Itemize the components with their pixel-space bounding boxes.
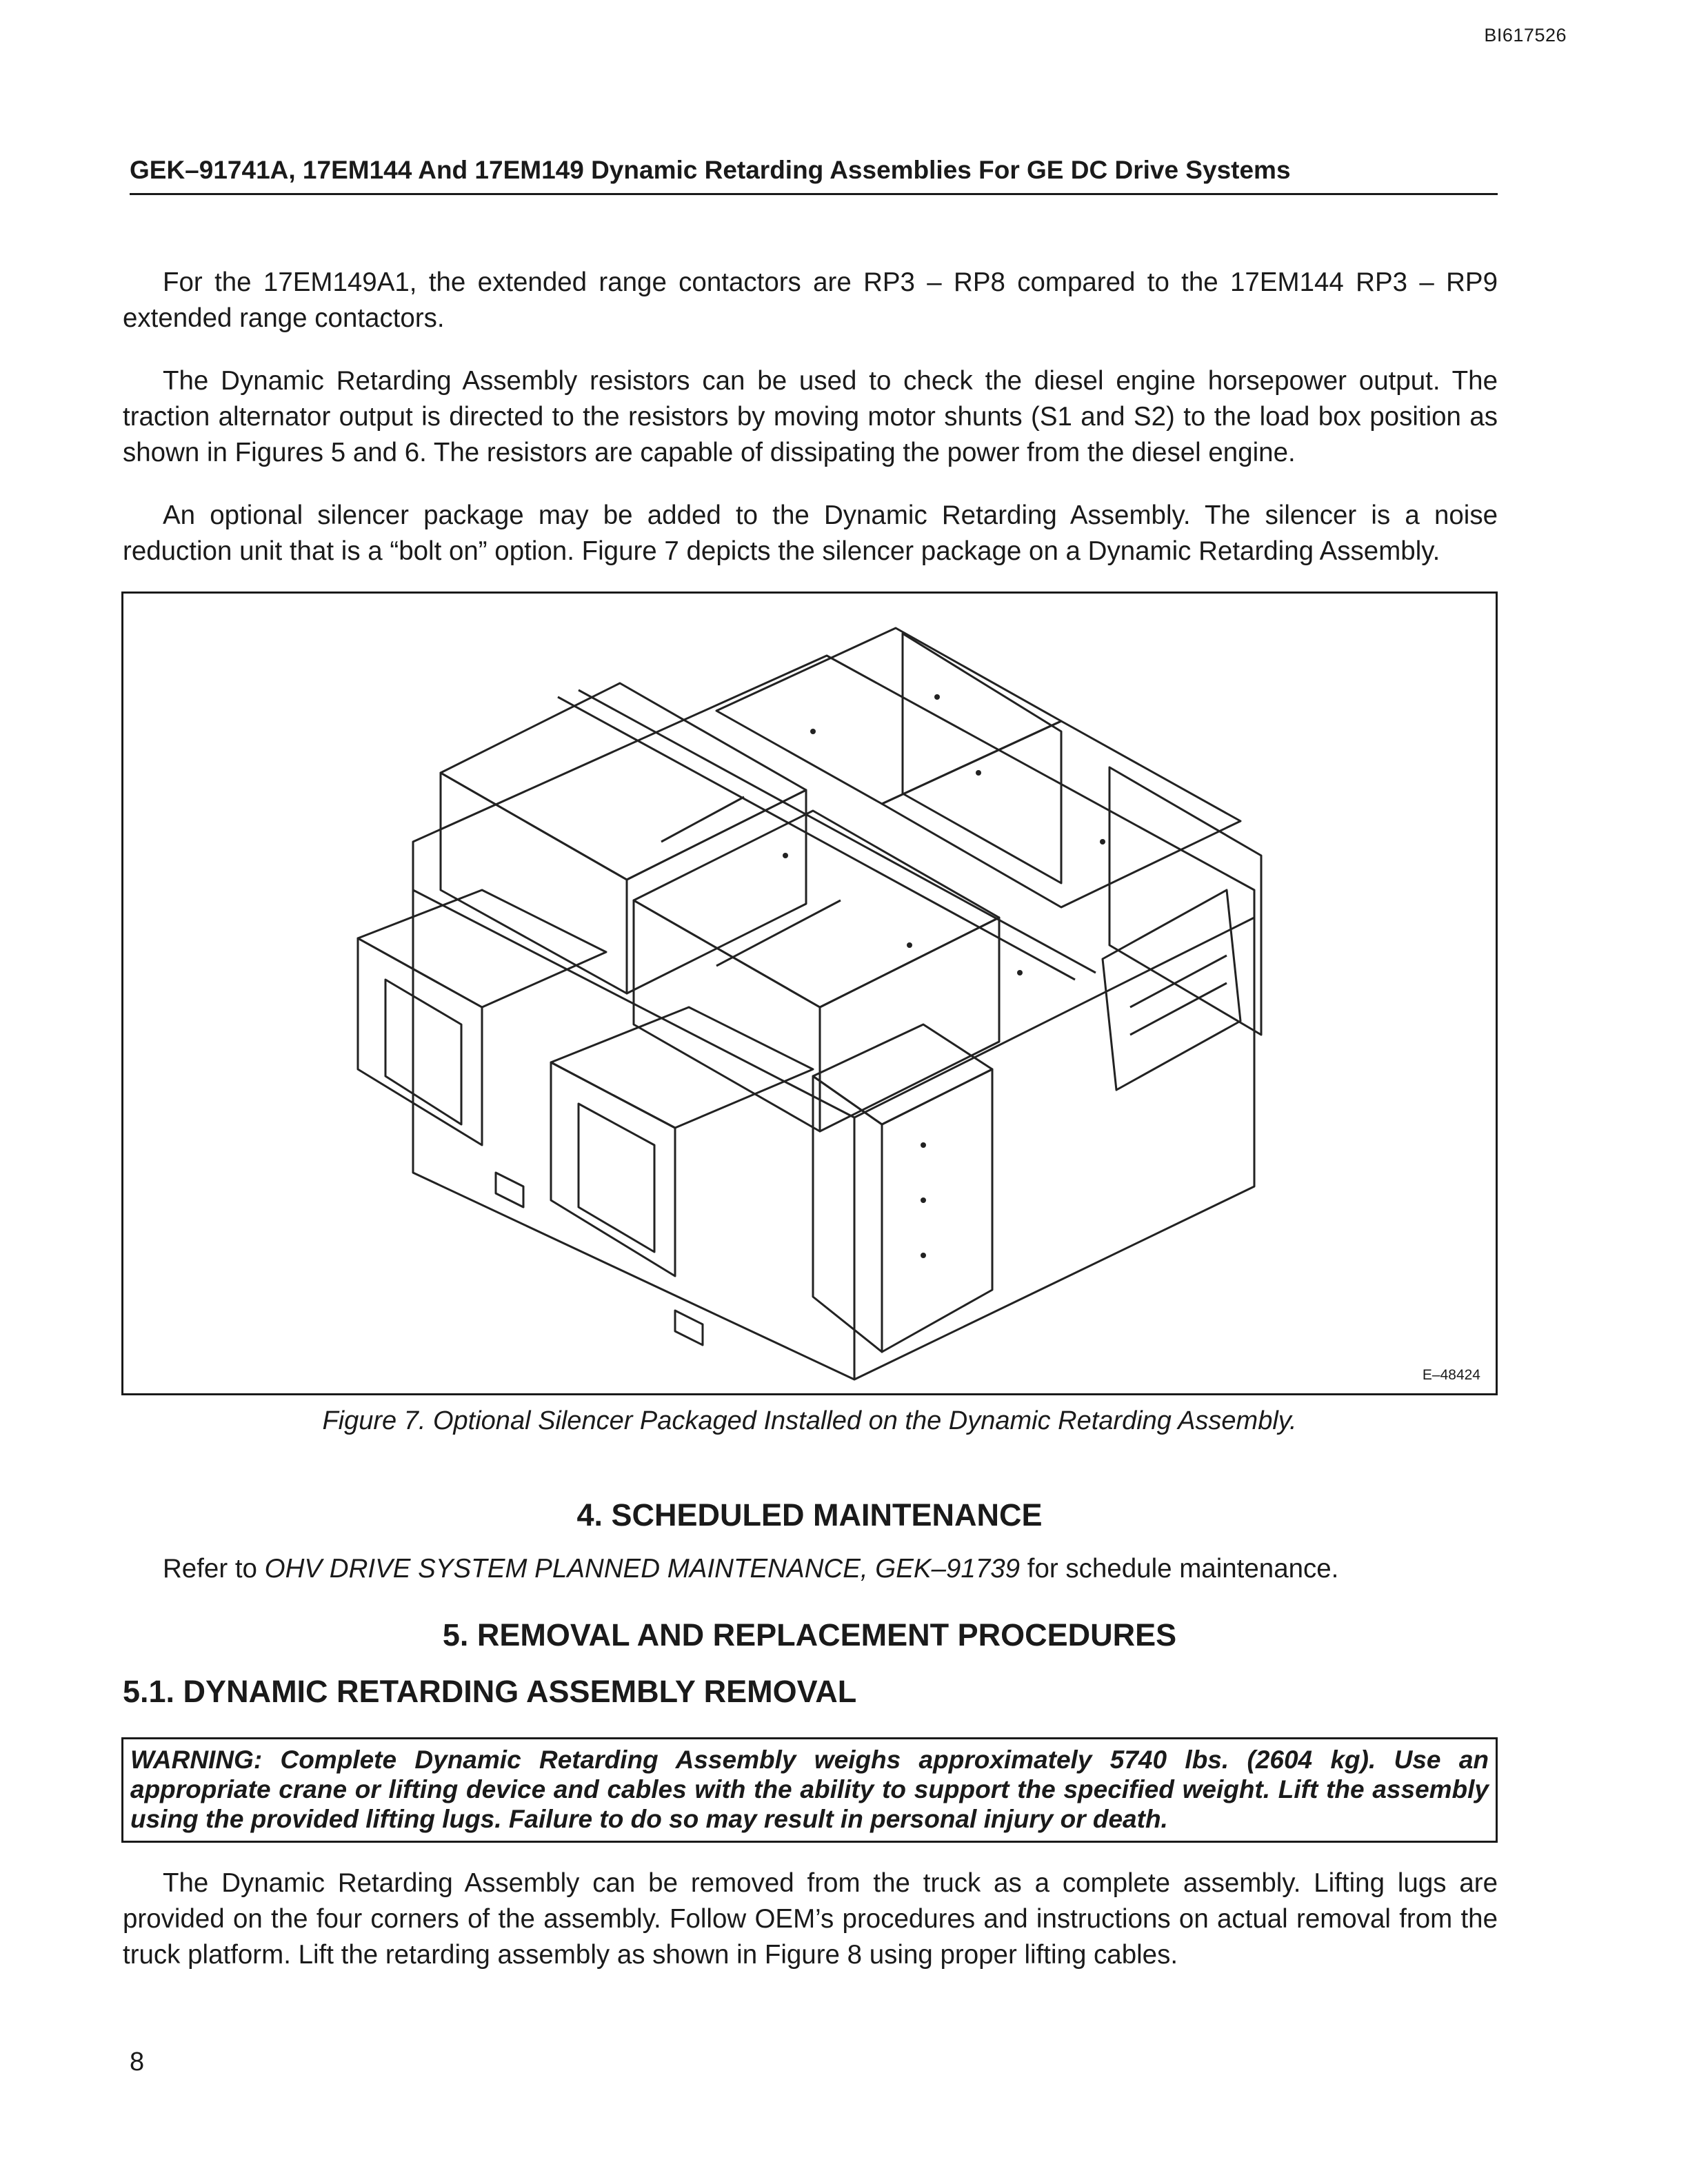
document-id: BI617526 bbox=[1484, 25, 1567, 46]
paragraph-removal: The Dynamic Retarding Assembly can be removed from the truck as a complete assembly. Lifting lugs are provided on the four corners of the assembly. Follow OEM’s procedures and instructions on actual removal from the truck platform. Lift the retarding assembly as shown in Figure 8 using proper lifting cables. bbox=[123, 1868, 1498, 1970]
paragraph-resistors: The Dynamic Retarding Assembly resistors can be used to check the diesel engine horsepower output. The traction alternator output is directed to the resistors by moving motor shunts (S1 and S2) to the load box position as shown in Figures 5 and 6. The resistors are capable of dissipating the power from the diesel engine. bbox=[123, 366, 1498, 467]
figure-caption: Figure 7. Optional Silencer Packaged Installed on the Dynamic Retarding Assembly. bbox=[322, 1406, 1297, 1435]
section-heading-scheduled-maintenance: 4. SCHEDULED MAINTENANCE bbox=[576, 1497, 1043, 1533]
refer-prefix: Refer to bbox=[163, 1554, 265, 1584]
warning-box: WARNING: Complete Dynamic Retarding Assembly weighs approximately 5740 lbs. (2604 kg). Use an appropriate crane or lifting device and cables with the ability to support the specified weight. Lift the assembly using the provided lifting lugs. Failure to do so may result in personal injury or death. bbox=[121, 1737, 1498, 1843]
paragraph-silencer: An optional silencer package may be added to the Dynamic Retarding Assembly. The silencer is a noise reduction unit that is a “bolt on” option. Figure 7 depicts the silencer package on a Dynamic Retarding Assembly. bbox=[123, 501, 1498, 566]
running-header: GEK–91741A, 17EM144 And 17EM149 Dynamic Retarding Assemblies For GE DC Drive Systems bbox=[130, 156, 1498, 195]
figure-code: E–48424 bbox=[1422, 1367, 1480, 1383]
page-number: 8 bbox=[130, 2048, 145, 2076]
refer-suffix: for schedule maintenance. bbox=[1020, 1554, 1339, 1584]
section-heading-removal-replacement: 5. REMOVAL AND REPLACEMENT PROCEDURES bbox=[442, 1617, 1177, 1652]
figure-7 bbox=[121, 592, 1498, 1395]
refer-document-title: OHV DRIVE SYSTEM PLANNED MAINTENANCE, GEK–91739 bbox=[264, 1554, 1021, 1584]
paragraph-contactors: For the 17EM149A1, the extended range contactors are RP3 – RP8 compared to the 17EM144 RP3 – RP9 extended range contactors. bbox=[123, 267, 1498, 333]
subsection-heading-assembly-removal: 5.1. DYNAMIC RETARDING ASSEMBLY REMOVAL bbox=[123, 1674, 857, 1709]
silencer-assembly-drawing bbox=[123, 594, 1496, 1393]
maintenance-reference bbox=[163, 1554, 1338, 1584]
